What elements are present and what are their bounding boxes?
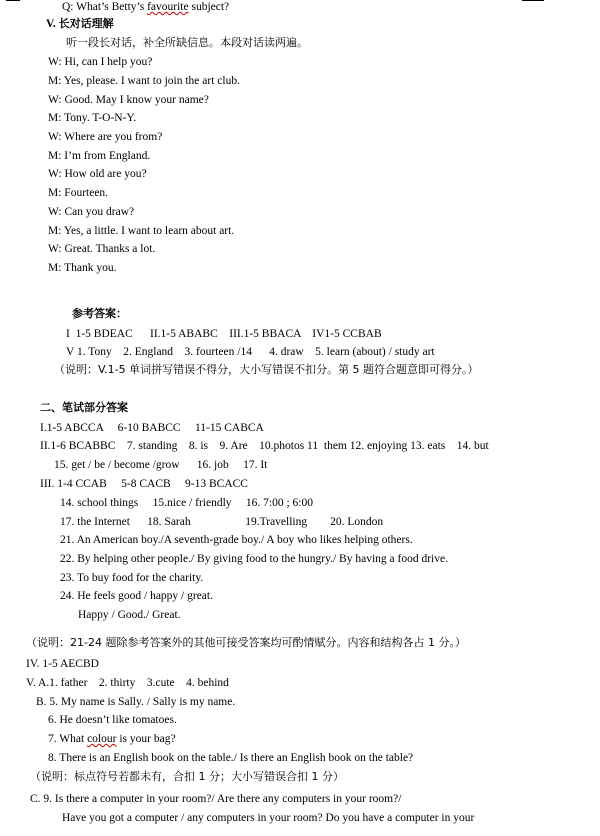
dialogue-line: M: Fourteen. bbox=[48, 187, 109, 199]
answer-line: 15. get / be / become /grow 16. job 17. It bbox=[54, 459, 268, 471]
question-betty-subject: Q: What’s Betty’s favourite subject? bbox=[62, 1, 230, 13]
section-v-heading: V. 长对话理解 bbox=[46, 17, 114, 30]
listening-answers-note: （说明：V.1-5 单词拼写错误不得分，大小写错误不扣分。第 5 题符合题意即可得分。） bbox=[54, 363, 479, 376]
answer-line: 23. To buy food for the charity. bbox=[60, 572, 204, 584]
header-rule-right bbox=[522, 0, 544, 1]
answer-line: 14. school things 15.nice / friendly 16. 7:00 ; 6:00 bbox=[60, 497, 313, 509]
answer-line: III. 1-4 CCAB 5-8 CACB 9-13 BCACC bbox=[40, 478, 248, 490]
answer-line: I.1-5 ABCCA 6-10 BABCC 11-15 CABCA bbox=[40, 422, 264, 434]
answer-v-b6: 6. He doesn’t like tomatoes. bbox=[48, 714, 177, 726]
answer-v-a: V. A.1. father 2. thirty 3.cute 4. behind bbox=[26, 677, 229, 689]
dialogue-line: W: Where are you from? bbox=[48, 131, 163, 143]
reference-answers-title: 参考答案： bbox=[72, 307, 127, 320]
dialogue-line: M: Thank you. bbox=[48, 262, 117, 274]
answer-line: II.1-6 BCABBC 7. standing 8. is 9. Are 10.photos 11 them 12. enjoying 13. eats 14. but bbox=[40, 440, 489, 452]
dialogue-line: W: Good. May I know your name? bbox=[48, 94, 209, 106]
answer-line: 21. An American boy./A seventh-grade boy./ A boy who likes helping others. bbox=[60, 534, 413, 546]
dialogue-line: W: Can you draw? bbox=[48, 206, 135, 218]
listening-answers-line-2: V 1. Tony 2. England 3. fourteen /14 4. draw 5. learn (about) / study art bbox=[66, 346, 435, 358]
dialogue-line: W: Great. Thanks a lot. bbox=[48, 243, 156, 255]
section-v-instruction: 听一段长对话，补全所缺信息。本段对话读两遍。 bbox=[66, 36, 308, 49]
scoring-note-21-24: （说明：21-24 题除参考答案外的其他可接受答案均可酌情赋分。内容和结构各占 1 分。） bbox=[26, 636, 466, 649]
answer-v-b8: 8. There is an English book on the table./ Is there an English book on the table? bbox=[48, 752, 414, 764]
dialogue-line: W: Hi, can I help you? bbox=[48, 56, 153, 68]
punctuation-note: （说明：标点符号若都未有，合扣 1 分；大小写错误合扣 1 分） bbox=[30, 770, 344, 783]
dialogue-line: M: Yes, a little. I want to learn about art. bbox=[48, 225, 235, 237]
dialogue-line: M: Tony. T-O-N-Y. bbox=[48, 112, 137, 124]
answer-iv: IV. 1-5 AECBD bbox=[26, 658, 99, 670]
dialogue-line: M: Yes, please. I want to join the art club. bbox=[48, 75, 240, 87]
answer-line: 24. He feels good / happy / great. bbox=[60, 590, 213, 602]
answer-v-b5: B. 5. My name is Sally. / Sally is my name. bbox=[36, 696, 236, 708]
listening-answers-line-1: I 1-5 BDEAC II.1-5 ABABC III.1-5 BBACA IV1-5 CCBAB bbox=[66, 328, 382, 340]
answer-line: Happy / Good./ Great. bbox=[78, 609, 181, 621]
answer-c9-continued: Have you got a computer / any computers in your room? Do you have a computer in your bbox=[62, 812, 475, 824]
header-rule-left bbox=[6, 0, 20, 1]
written-part-title: 二、笔试部分答案 bbox=[40, 401, 128, 414]
answer-c9: C. 9. Is there a computer in your room?/ Are there any computers in your room?/ bbox=[30, 793, 402, 805]
answer-line: 22. By helping other people./ By giving food to the hungry./ By having a food drive. bbox=[60, 553, 448, 565]
answer-line: 17. the Internet 18. Sarah 19.Travelling 20. London bbox=[60, 516, 384, 528]
dialogue-line: W: How old are you? bbox=[48, 168, 147, 180]
dialogue-line: M: I’m from England. bbox=[48, 150, 151, 162]
answer-v-b7: 7. What colour is your bag? bbox=[48, 733, 176, 745]
